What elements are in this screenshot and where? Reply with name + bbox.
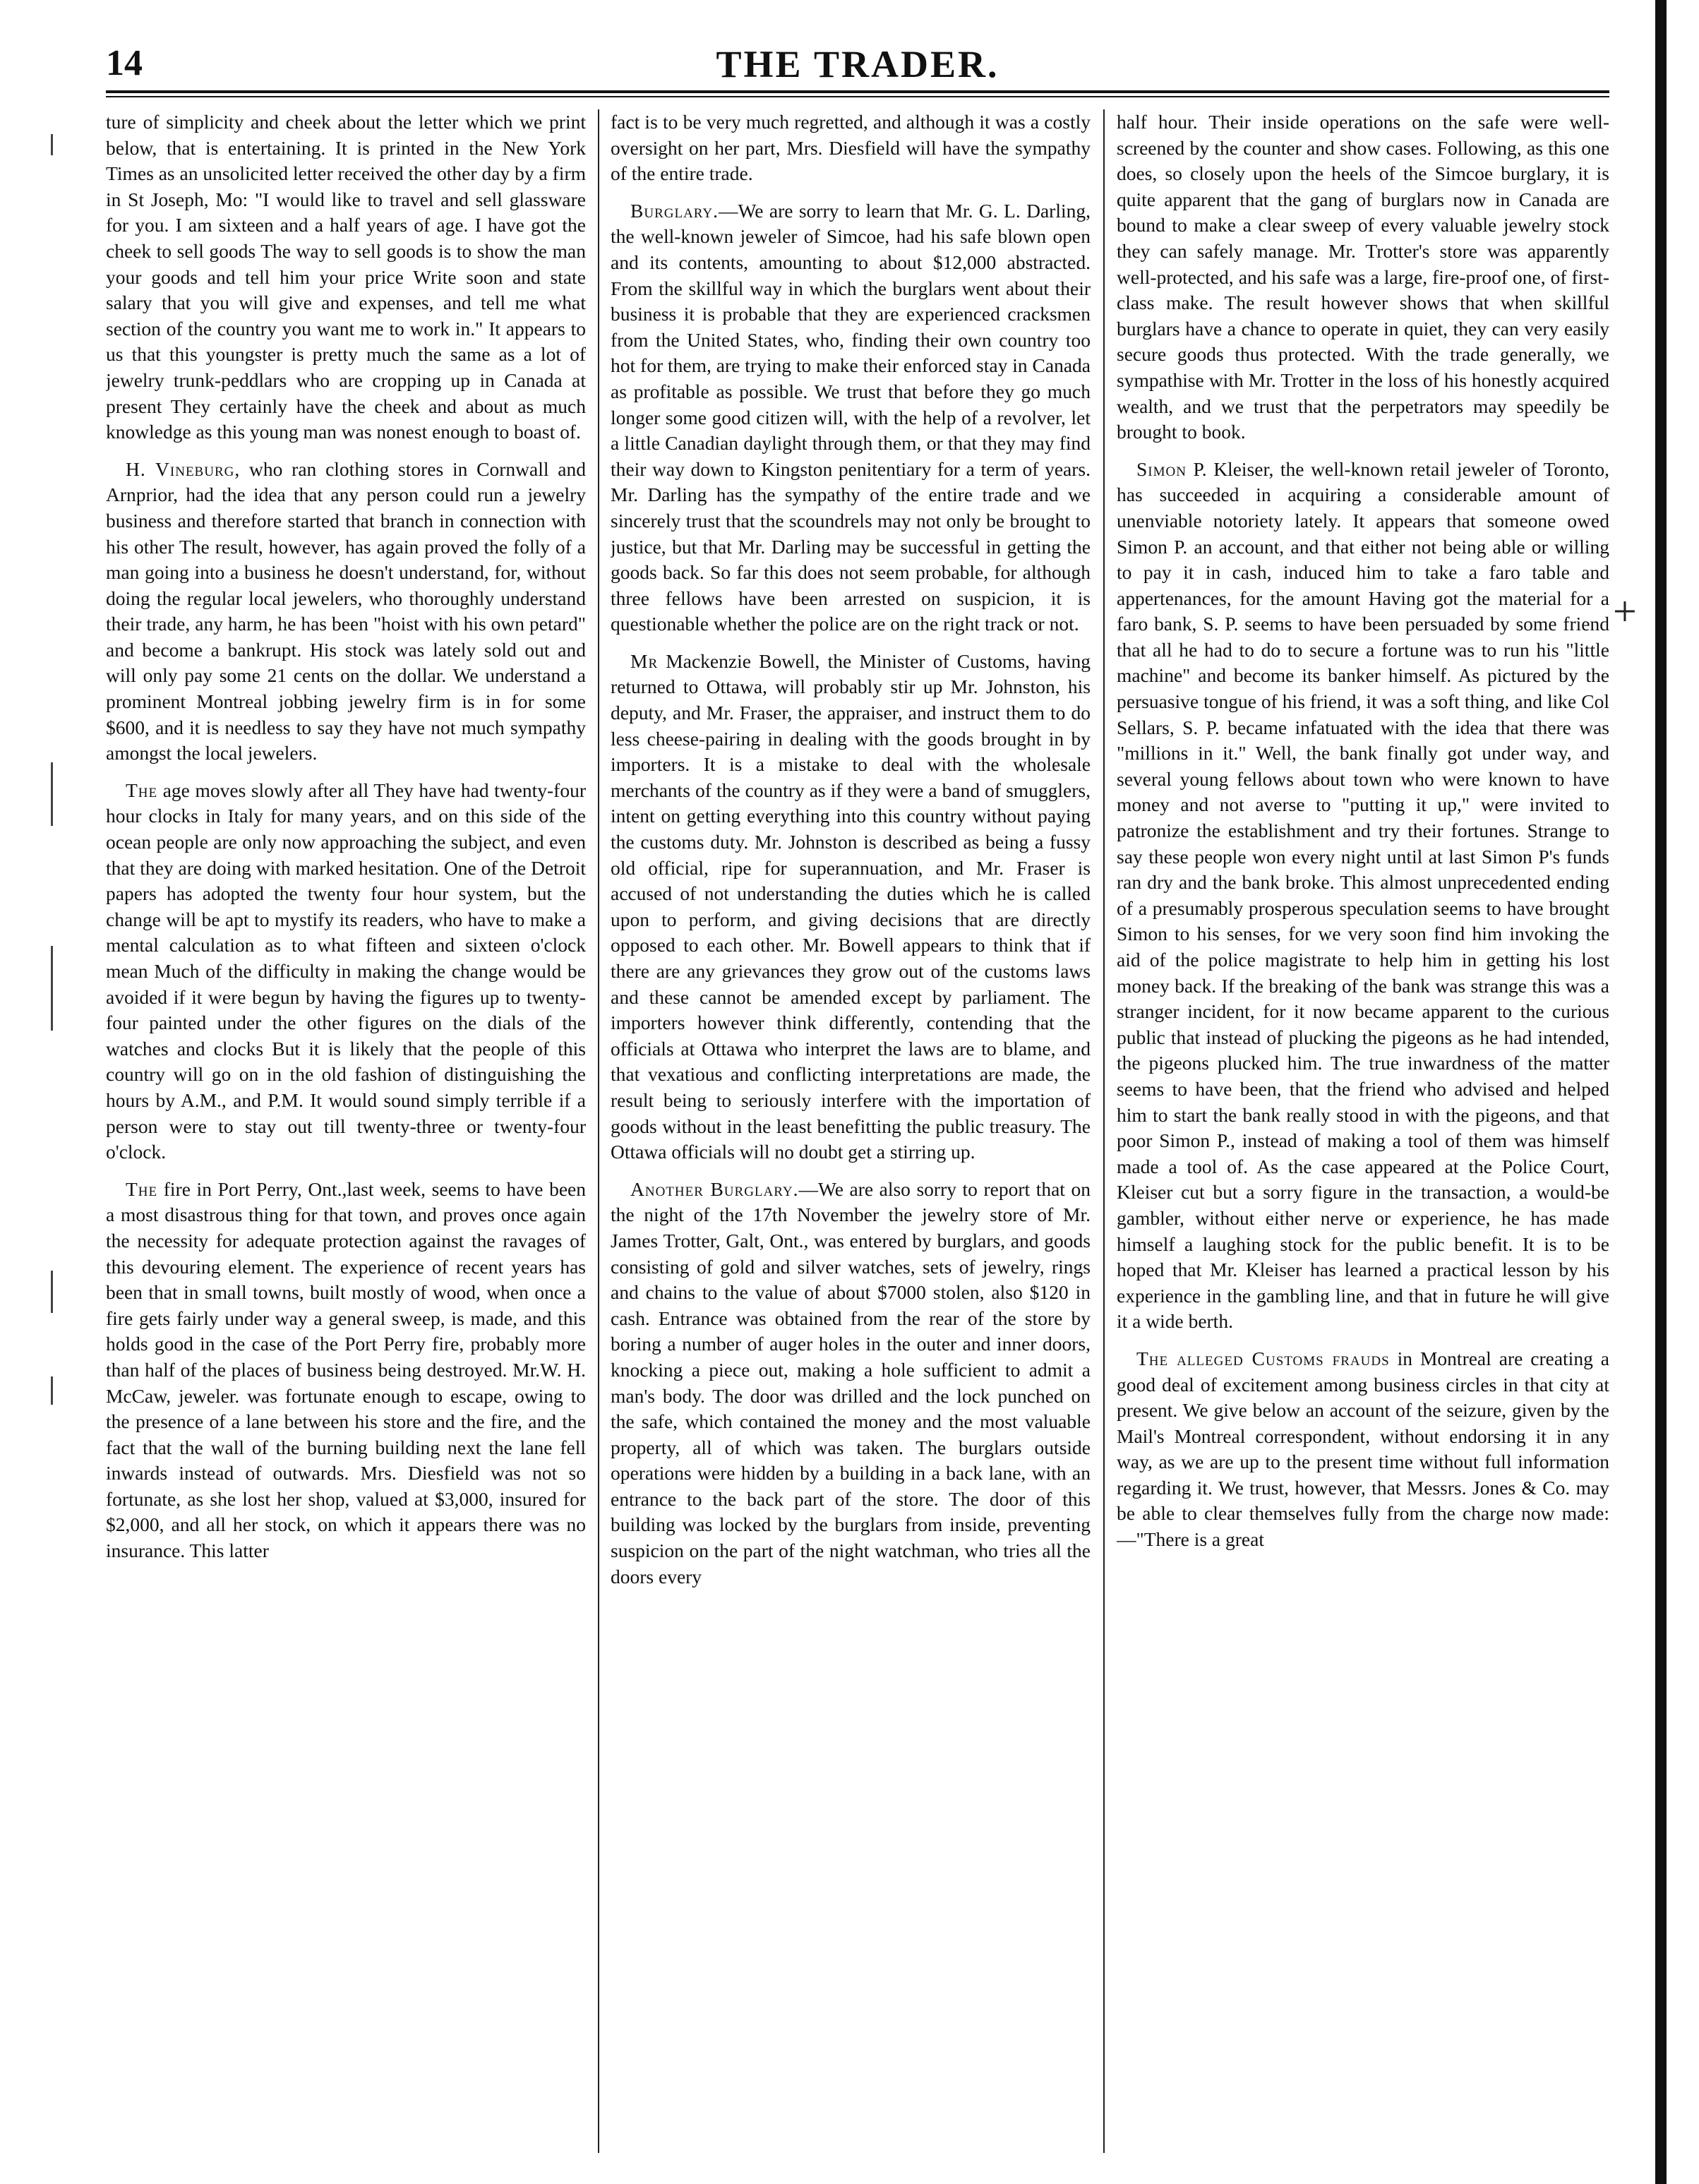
paragraph-text: half hour. Their inside operations on the safe were well-screened by the counter and show cases. Following, as this one does, so closely upon the heels of the Simcoe burglary, it is quite apparent that the gang of burglars now in Canada are bound to make a clear sweep of every valuable jewelry stock they can safely manage. Mr. Trotter's store was apparently well-protected, and his safe was a large, fire-proof one, of first-class make. The result however shows that when skillful burglars have a chance to operate in quiet, they can very easily secure goods thus protected. With the trade generally, we sympathise with Mr. Trotter in the loss of his honestly acquired wealth, and we trust that the perpetrators may speedily be brought to book. <box>1117 111 1609 443</box>
page-number: 14 <box>106 43 143 83</box>
article-columns <box>106 109 1609 2153</box>
paragraph <box>106 109 586 445</box>
paragraph-lead: Burglary. <box>630 199 719 222</box>
paragraph-text: age moves slowly after all They have had twenty-four hour clocks in Italy for many years, and on this side of the ocean people are only now approaching the subject, and even that they are doing with marked hesitation. One of the Detroit papers has adopted the twenty four hour system, but the change will be apt to mystify its readers, who have to make a mental calculation as to what fifteen and sixteen o'clock mean Much of the difficulty in making the change would be avoided if it were begun by having the figures up to twenty-four painted under the other figures on the dials of the watches and clocks But it is likely that the people of this country will go on in the old fashion of distinguishing the hours by A.M., and P.M. It would sound simply terrible if a person were to stay out till twenty-three or twenty-four o'clock. <box>106 779 586 1163</box>
paragraph-text: fire in Port Perry, Ont.,last week, seems to have been a most disastrous thing for that town, and proves once again the necessity for adequate protection against the ravages of this devouring element. The experience of recent years has been that in small towns, built mostly of wood, when once a fire gets fairly under way a general sweep, is made, and this holds good in the case of the Port Perry fire, probably more than half of the places of business being destroyed. Mr.W. H. McCaw, jeweler. was fortunate enough to escape, owing to the presence of a lane between his store and the fire, and the fact that the wall of the burning building next the lane fell inwards instead of outwards. Mrs. Diesfield was not so fortunate, as she lost her shop, valued at $3,000, insured for $2,000, and all her stock, on which it appears there was no insurance. This latter <box>106 1177 586 1562</box>
paragraph-text: fact is to be very much regretted, and although it was a costly oversight on her part, Mrs. Diesfield will have the sympathy of the entire trade. <box>611 111 1091 185</box>
column-3 <box>1117 109 1609 2153</box>
paragraph-lead: H. Vineburg, <box>126 457 241 480</box>
column-divider <box>1103 109 1105 2153</box>
paragraph <box>1117 109 1609 445</box>
paragraph-lead: The <box>126 779 158 801</box>
paragraph-text: Mackenzie Bowell, the Minister of Customs, having returned to Ottawa, will probably stir up Mr. Johnston, his deputy, and Mr. Fraser, the appraiser, and instruct them to do less cheese-pairing in dealing with the goods brought in by importers. It is a mistake to deal with the wholesale merchants of the country as if they were a band of smugglers, intent on getting everything into this country without paying the customs duty. Mr. Johnston is described as being a fussy old official, ripe for superannuation, and Mr. Fraser is accused of not understanding the duties which he is called upon to perform, and giving decisions that are directly opposed to each other. Mr. Bowell appears to think that if there are any grievances they grow out of the customs laws and these cannot be amended except by parliament. The importers however think differently, contending that the officials at Ottawa who interpret the laws are to blame, and that vexatious and conflicting interpretations are made, the result being to seriously interfere with the importation of goods without in the least benefitting the public treasury. The Ottawa officials will no doubt get a stirring up. <box>611 649 1091 1163</box>
margin-mark <box>51 762 53 826</box>
paragraph-lead: Another Burglary. <box>630 1177 799 1200</box>
column-1 <box>106 109 586 2153</box>
pencil-cross-mark: + <box>1613 588 1637 635</box>
masthead-title: THE TRADER. <box>716 43 999 85</box>
header-rule-thin <box>106 96 1609 97</box>
paragraph <box>106 457 586 767</box>
column-2 <box>611 109 1091 2153</box>
margin-mark <box>51 1271 53 1313</box>
paragraph <box>1117 457 1609 1335</box>
paragraph <box>106 778 586 1165</box>
paragraph-lead: The alleged Customs frauds <box>1136 1347 1390 1369</box>
paragraph-text: in Montreal are creating a good deal of excitement among business circles in that city at present. We give below an account of the seizure, given by the Mail's Montreal correspondent, without endorsing it in any way, as we are up to the present time without full information regarding it. We trust, however, that Messrs. Jones & Co. may be able to clear themselves fully from the charge now made:—"There is a great <box>1117 1347 1609 1551</box>
paragraph-lead: The <box>126 1177 158 1200</box>
paragraph <box>611 1177 1091 1590</box>
paragraph-text: —We are also sorry to report that on the night of the 17th November the jewelry store of Mr. James Trotter, Galt, Ont., was entered by burglars, and goods consisting of gold and silver watches, sets of jewelry, rings and chains to the value of about $7000 stolen, also $120 in cash. Entrance was obtained from the rear of the store by boring a number of auger holes in the outer and inner doors, knocking a piece out, making a hole sufficient to admit a man's body. The door was drilled and the lock punched on the safe, which contained the money and the most valuable property, all of which was taken. The burglars outside operations were hidden by a building in a back lane, with an entrance to the back part of the store. The door of this building was locked by the burglars from inside, preventing suspicion on the part of the night watchman, who tries all the doors every <box>611 1177 1091 1588</box>
paragraph <box>1117 1346 1609 1553</box>
page-edge-bar <box>1655 0 1667 2184</box>
paragraph <box>611 198 1091 637</box>
header-rule-thick <box>106 90 1609 93</box>
paragraph <box>611 649 1091 1165</box>
paragraph-lead: Simon <box>1136 457 1187 480</box>
paragraph-text: —We are sorry to learn that Mr. G. L. Darling, the well-known jeweler of Simcoe, had his safe blown open and its contents, amounting to about $12,000 abstracted. From the skillful way in which the burglars went about their business it is probable that they are experienced cracksmen from the United States, who, finding their own country too hot for them, are trying to make their enforced stay in Canada as profitable as possible. We trust that before they go much longer some good citizen will, with the help of a revolver, let a little Canadian daylight through them, or that they may find their way down to Kingston penitentiary for a term of years. Mr. Darling has the sympathy of the entire trade and we sincerely trust that the scoundrels may not only be brought to justice, but that Mr. Darling may be successful in getting the goods back. So far this does not seem probable, for although three fellows have been arrested on suspicion, it is questionable whether the police are on the right track or not. <box>611 199 1091 635</box>
paragraph-text: P. Kleiser, the well-known retail jeweler of Toronto, has succeeded in acquiring a considerable amount of unenviable notoriety lately. It appears that someone owed Simon P. an account, and that either not being able or willing to pay it in cash, induced him to take a faro table and appertenances, for the amount Having got the material for a faro bank, S. P. seems to have been persuaded by some friend that all he had to do to secure a fortune was to run his "little machine" and become its banker himself. As pictured by the persuasive tongue of his friend, it was a soft thing, and like Col Sellars, S. P. became infatuated with the idea that there was "millions in it." Well, the bank finally got under way, and several young fellows about town who were known to have money and not averse to "putting it up," were invited to patronize the establishment and try their fortunes. Strange to say these people won every night until at last Simon P's funds ran dry and the bank broke. This almost unprecedented ending of a presumably prosperous speculation seems to have brought Simon to his senses, for we very soon find him invoking the aid of the police magistrate to help him in getting his lost money back. If the breaking of the bank was strange this was a stranger incident, for it now became apparent to the curious public that instead of plucking the pigeons as he had intended, the pigeons plucked him. The true inwardness of the matter seems to have been, that the friend who advised and helped him to start the bank really stood in with the pigeons, and that poor Simon P., instead of making a tool of them was himself made a tool of. As the case appeared at the Police Court, Kleiser cut but a sorry figure in the transaction, a would-be gambler, without either nerve or experience, he has made himself a laughing stock for the public benefit. It is to be hoped that Mr. Kleiser has learned a practical lesson by his experience in the gambling line, and that in future he will give it a wide berth. <box>1117 457 1609 1333</box>
paragraph-text: ture of simplicity and cheek about the letter which we print below, that is entertaining. It is printed in the New York Times as an unsolicited letter received the other day by a firm in St Joseph, Mo: "I would like to travel and sell glassware for you. I am sixteen and a half years of age. I have got the cheek to sell goods The way to sell goods is to show the man your goods and tell him your price Write soon and state salary that you will give and expenses, and tell me what section of the country you want me to work in." It appears to us that this youngster is pretty much the same as a lot of jewelry trunk-peddlars who are cropping up in Canada at present They certainly have the cheek and about as much knowledge as this young man was nonest enough to boast of. <box>106 111 586 443</box>
paragraph <box>106 1177 586 1564</box>
column-divider <box>598 109 599 2153</box>
margin-mark <box>51 134 53 155</box>
margin-mark <box>51 1376 53 1405</box>
paragraph-lead: Mr <box>630 649 659 672</box>
paragraph-text: who ran clothing stores in Cornwall and Arnprior, had the idea that any person could run a jewelry business and therefore started that branch in connection with his other The result, however, has again proved the folly of a man going into a business he doesn't understand, for, without doing the regular local jewelers, who thoroughly understand their trade, any harm, he has been "hoist with his own petard" and become a bankrupt. His stock was lately sold out and will only pay some 21 cents on the dollar. We understand a prominent Montreal jobbing jewelry firm is in for some $600, and it is needless to say they have not much sympathy amongst the local jewelers. <box>106 457 586 764</box>
margin-mark <box>51 946 53 1031</box>
paragraph <box>611 109 1091 187</box>
